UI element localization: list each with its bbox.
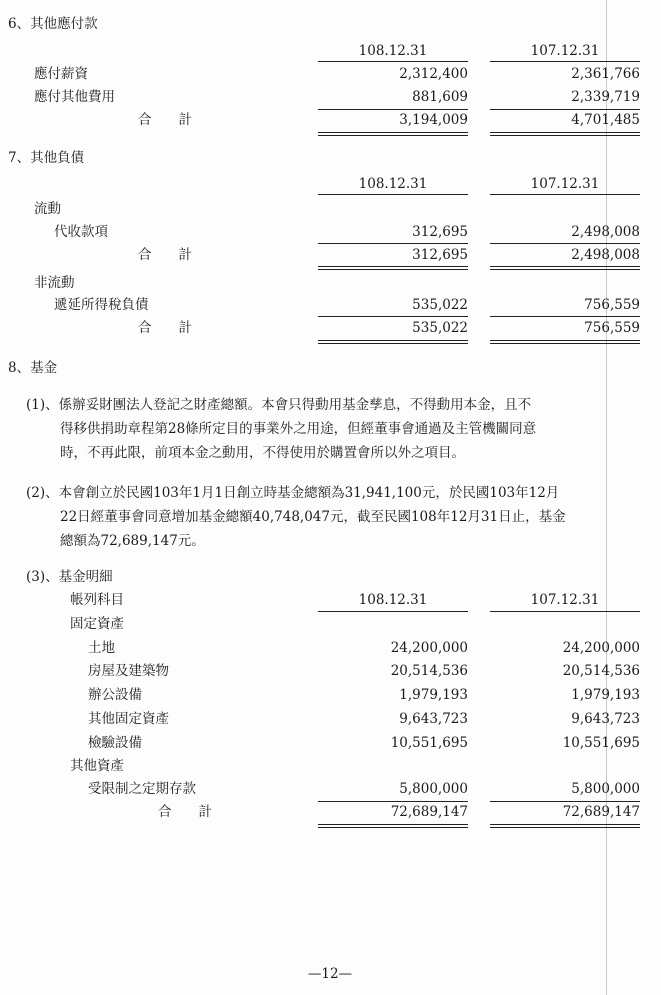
- s8-fixed-row-value-107: 20,514,536: [562, 663, 640, 679]
- s6-total-107: 4,701,485: [571, 112, 640, 128]
- s6-row-label: 應付其他費用: [34, 89, 115, 105]
- s7-noncurrent-double-rule: [318, 340, 468, 344]
- s7-current-subtotal-rule: [490, 243, 640, 244]
- s8-paragraph-1-line: (1)、係辦妥財團法人登記之財產總額。本會只得動用基金孳息，不得動用本金，且不: [26, 397, 532, 413]
- s7-noncurrent-total-107: 756,559: [584, 320, 640, 336]
- s8-fixed-row-value-108: 10,551,695: [390, 735, 468, 751]
- s7-noncurrent-label: 非流動: [34, 275, 75, 291]
- s8-paragraph-2-line: 22日經董事會同意增加基金總額40,748,047元，截至民國108年12月31日止，基金: [60, 509, 566, 525]
- s8-fixed-row-value-108: 1,979,193: [399, 687, 468, 703]
- s6-col1-header: 108.12.31: [358, 43, 428, 59]
- s8-fixed-row-value-108: 24,200,000: [390, 640, 468, 656]
- s8-fixed-row-label: 辦公設備: [88, 687, 142, 703]
- s8-header-label: 帳列科目: [70, 592, 124, 608]
- s7-noncurrent-row-value-108: 535,022: [412, 297, 468, 313]
- s7-current-total-107: 2,498,008: [571, 247, 640, 263]
- s8-fixed-row-value-108: 9,643,723: [399, 711, 468, 727]
- s6-total-108: 3,194,009: [399, 112, 468, 128]
- s7-current-row-value-108: 312,695: [412, 224, 468, 240]
- s8-paragraph-2-line: (2)、本會創立於民國103年1月1日創立時基金總額為31,941,100元，於民國103年12月: [26, 485, 560, 501]
- s6-subtotal-rule: [318, 109, 468, 110]
- s8-other-assets-label: 其他資產: [70, 758, 124, 774]
- s8-fixed-row-label: 其他固定資產: [88, 711, 169, 727]
- s6-row-value-107: 2,361,766: [571, 66, 640, 82]
- s8-col1-header-rule: [318, 611, 468, 612]
- section-8-title: 8、基金: [8, 360, 58, 376]
- s8-total-double-rule: [490, 824, 640, 828]
- s7-noncurrent-subtotal-rule: [318, 316, 468, 317]
- s8-subtotal-rule: [318, 801, 468, 802]
- s7-col1-header: 108.12.31: [358, 176, 428, 192]
- s8-fixed-row-value-107: 9,643,723: [571, 711, 640, 727]
- s7-noncurrent-total-108: 535,022: [412, 320, 468, 336]
- s8-total-108: 72,689,147: [390, 804, 468, 820]
- s8-fixed-row-label: 房屋及建築物: [88, 663, 169, 679]
- s8-subtotal-rule: [490, 801, 640, 802]
- s7-col2-header: 107.12.31: [530, 176, 600, 192]
- s7-current-double-rule: [318, 266, 468, 270]
- s8-paragraph-2-line: 總額為72,689,147元。: [60, 533, 205, 549]
- s8-fixed-row-value-107: 10,551,695: [562, 735, 640, 751]
- s7-current-label: 流動: [34, 201, 61, 217]
- s6-row-value-107: 2,339,719: [571, 89, 640, 105]
- s8-col2-header-rule: [490, 611, 640, 612]
- section-6-title: 6、其他應付款: [8, 16, 98, 32]
- s8-other-row-label: 受限制之定期存款: [88, 781, 196, 797]
- s6-total-double-rule: [318, 132, 468, 136]
- s8-col2-header: 107.12.31: [530, 592, 600, 608]
- s8-total-double-rule: [318, 824, 468, 828]
- s6-col2-header: 107.12.31: [530, 43, 600, 59]
- s6-row-value-108: 2,312,400: [399, 66, 468, 82]
- s8-fixed-row-label: 土地: [88, 640, 115, 656]
- s8-total-label: 合 計: [158, 804, 212, 820]
- s8-fixed-row-label: 檢驗設備: [88, 735, 142, 751]
- s6-subtotal-rule: [490, 109, 640, 110]
- scan-artifact-line: [606, 0, 607, 995]
- s7-col2-header-rule: [490, 194, 640, 195]
- section-7-title: 7、其他負債: [8, 150, 85, 166]
- s7-current-row-label: 代收款項: [54, 224, 108, 240]
- s8-fixed-row-value-108: 20,514,536: [390, 663, 468, 679]
- s7-current-total-108: 312,695: [412, 247, 468, 263]
- s8-other-row-value-107: 5,800,000: [571, 781, 640, 797]
- s6-row-label: 應付薪資: [34, 66, 88, 82]
- s7-noncurrent-row-label: 遞延所得稅負債: [54, 297, 149, 313]
- s8-fixed-row-value-107: 1,979,193: [571, 687, 640, 703]
- s6-row-value-108: 881,609: [412, 89, 468, 105]
- s7-col1-header-rule: [318, 194, 468, 195]
- s7-noncurrent-double-rule: [490, 340, 640, 344]
- s7-current-subtotal-rule: [318, 243, 468, 244]
- s6-col1-header-rule: [318, 61, 468, 62]
- s8-total-107: 72,689,147: [562, 804, 640, 820]
- s8-fixed-assets-label: 固定資產: [70, 616, 124, 632]
- s8-other-row-value-108: 5,800,000: [399, 781, 468, 797]
- s8-col1-header: 108.12.31: [358, 592, 428, 608]
- s8-paragraph-1-line: 時，不再此限，前項本金之動用，不得使用於購置會所以外之項目。: [60, 445, 465, 461]
- page-number: —12—: [307, 966, 353, 982]
- s7-current-row-value-107: 2,498,008: [571, 224, 640, 240]
- s8-detail-title: (3)、基金明細: [26, 569, 113, 585]
- s8-paragraph-1-line: 得移供捐助章程第28條所定目的事業外之用途，但經董事會通過及主管機關同意: [60, 421, 537, 437]
- s6-col2-header-rule: [490, 61, 640, 62]
- s8-fixed-row-value-107: 24,200,000: [562, 640, 640, 656]
- s6-total-double-rule: [490, 132, 640, 136]
- s7-current-total-label: 合 計: [138, 247, 192, 263]
- s7-noncurrent-row-value-107: 756,559: [584, 297, 640, 313]
- s7-noncurrent-total-label: 合 計: [138, 320, 192, 336]
- s7-current-double-rule: [490, 266, 640, 270]
- s6-total-label: 合 計: [138, 112, 192, 128]
- s7-noncurrent-subtotal-rule: [490, 316, 640, 317]
